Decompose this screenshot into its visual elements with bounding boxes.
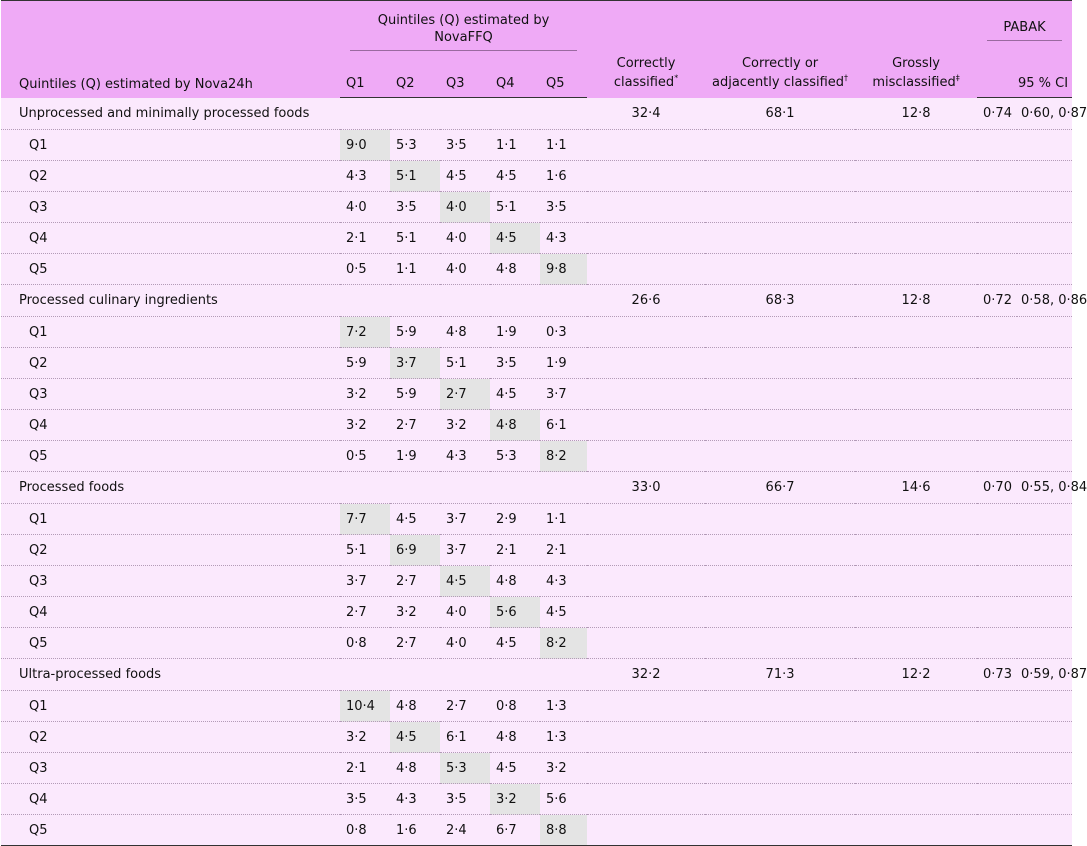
empty-cell: [1017, 628, 1072, 659]
row-quintile-label: Q3: [1, 566, 340, 597]
pabak-header: PABAK: [977, 1, 1072, 68]
diagonal-cell: 4·5: [390, 722, 440, 753]
diagonal-cell: 4·8: [490, 410, 540, 441]
category-row: [1, 285, 1072, 317]
empty-cell: [705, 254, 855, 285]
value-cell: 4·5: [540, 597, 587, 628]
row-quintile-label: Q4: [1, 784, 340, 815]
value-cell: 4·8: [440, 317, 490, 348]
value-cell: 3·2: [540, 753, 587, 784]
empty-cell: [705, 410, 855, 441]
empty-cell: [977, 254, 1017, 285]
value-cell: 0·3: [540, 317, 587, 348]
correctly-classified-header: Correctly classified*: [587, 1, 705, 98]
value-cell: 5·3: [490, 441, 540, 472]
diagonal-cell: 9·0: [340, 130, 390, 161]
table-row: [1, 504, 1072, 535]
empty-cell: [855, 597, 977, 628]
empty-cell: [587, 566, 705, 597]
empty-cell: [855, 192, 977, 223]
empty-cell: [705, 192, 855, 223]
value-cell: 1·6: [540, 161, 587, 192]
empty-cell: [705, 130, 855, 161]
grossly-misclassified-value: 14·6: [855, 472, 977, 504]
value-cell: 3·2: [390, 597, 440, 628]
table-row: [1, 597, 1072, 628]
value-cell: 5·9: [390, 317, 440, 348]
value-cell: 4·8: [490, 566, 540, 597]
value-cell: 4·3: [340, 161, 390, 192]
value-cell: 4·3: [540, 223, 587, 254]
adjacently-classified-value: 71·3: [705, 659, 855, 691]
pabak-ci-value: 0·60, 0·87: [1017, 98, 1072, 130]
value-cell: 0·5: [340, 441, 390, 472]
value-cell: 5·1: [440, 348, 490, 379]
value-cell: 3·2: [340, 379, 390, 410]
table-row: [1, 130, 1072, 161]
value-cell: 4·0: [440, 254, 490, 285]
empty-cell: [705, 691, 855, 722]
value-cell: 2·1: [340, 223, 390, 254]
table-row: [1, 192, 1072, 223]
value-cell: 6·1: [440, 722, 490, 753]
empty-cell: [587, 379, 705, 410]
value-cell: 2·7: [390, 628, 440, 659]
table-row: [1, 254, 1072, 285]
value-cell: 1·9: [540, 348, 587, 379]
empty-cell: [587, 348, 705, 379]
empty-cell: [977, 130, 1017, 161]
quintile-header-q2: Q2: [390, 67, 440, 98]
value-cell: 6·7: [490, 815, 540, 846]
table-row: [1, 722, 1072, 753]
diagonal-cell: 8·2: [540, 441, 587, 472]
grossly-misclassified-value: 12·2: [855, 659, 977, 691]
value-cell: 4·3: [390, 784, 440, 815]
row-quintile-label: Q3: [1, 753, 340, 784]
empty-cell: [587, 628, 705, 659]
value-cell: 2·7: [390, 410, 440, 441]
value-cell: 2·7: [390, 566, 440, 597]
empty-cell: [587, 441, 705, 472]
row-quintile-label: Q3: [1, 379, 340, 410]
diagonal-cell: 5·3: [440, 753, 490, 784]
value-cell: 3·2: [340, 722, 390, 753]
value-cell: 4·8: [390, 691, 440, 722]
table-row: [1, 161, 1072, 192]
value-cell: 1·1: [540, 504, 587, 535]
value-cell: 2·1: [540, 535, 587, 566]
empty-cell: [1017, 348, 1072, 379]
table-row: [1, 691, 1072, 722]
row-quintile-label: Q2: [1, 722, 340, 753]
quintile-header-q1: Q1: [340, 67, 390, 98]
pabak-ci-value: 0·55, 0·84: [1017, 472, 1072, 504]
row-quintile-label: Q5: [1, 254, 340, 285]
empty-cell: [587, 753, 705, 784]
diagonal-cell: 4·5: [440, 566, 490, 597]
empty-cell: [977, 535, 1017, 566]
row-quintile-label: Q3: [1, 192, 340, 223]
grossly-misclassified-value: 12·8: [855, 285, 977, 317]
diagonal-cell: 6·9: [390, 535, 440, 566]
diagonal-cell: 4·0: [440, 192, 490, 223]
empty-cell: [1017, 161, 1072, 192]
empty-cell: [587, 597, 705, 628]
row-quintile-label: Q5: [1, 815, 340, 846]
empty-cell: [855, 317, 977, 348]
empty-cell: [855, 691, 977, 722]
pabak-ci-value: 0·59, 0·87: [1017, 659, 1072, 691]
empty-cell: [705, 566, 855, 597]
quintile-header-q3: Q3: [440, 67, 490, 98]
empty-cell: [855, 753, 977, 784]
value-cell: 1·1: [540, 130, 587, 161]
value-cell: 1·9: [390, 441, 440, 472]
grossly-misclassified-value: 12·8: [855, 98, 977, 130]
value-cell: 4·3: [540, 566, 587, 597]
value-cell: 2·9: [490, 504, 540, 535]
empty-cell: [1017, 535, 1072, 566]
category-row: [1, 472, 1072, 504]
empty-cell: [977, 784, 1017, 815]
empty-cell: [587, 410, 705, 441]
empty-cell: [705, 504, 855, 535]
empty-cell: [855, 722, 977, 753]
empty-cell: [977, 348, 1017, 379]
empty-cell: [1017, 130, 1072, 161]
empty-cell: [977, 566, 1017, 597]
quintile-header-q4: Q4: [490, 67, 540, 98]
empty-cell: [855, 348, 977, 379]
empty-cell: [977, 223, 1017, 254]
empty-cell: [587, 504, 705, 535]
value-cell: 1·3: [540, 722, 587, 753]
row-quintile-label: Q5: [1, 628, 340, 659]
empty-cell: [1017, 815, 1072, 846]
table-row: [1, 223, 1072, 254]
value-cell: 0·8: [340, 815, 390, 846]
empty-cell: [1017, 441, 1072, 472]
empty-cell: [1017, 597, 1072, 628]
value-cell: 4·5: [490, 753, 540, 784]
empty-cell: [1017, 784, 1072, 815]
value-cell: 4·0: [340, 192, 390, 223]
empty-cell: [977, 753, 1017, 784]
grossly-misclassified-header: Grossly misclassified‡: [855, 1, 977, 98]
diagonal-cell: 7·2: [340, 317, 390, 348]
quintile-header-q5: Q5: [540, 67, 587, 98]
value-cell: 2·7: [340, 597, 390, 628]
value-cell: 2·7: [440, 691, 490, 722]
empty-cell: [977, 441, 1017, 472]
value-cell: 4·5: [490, 161, 540, 192]
empty-cell: [705, 161, 855, 192]
value-cell: 6·1: [540, 410, 587, 441]
value-cell: 3·5: [340, 784, 390, 815]
empty-cell: [587, 722, 705, 753]
table-row: [1, 566, 1072, 597]
empty-cell: [705, 535, 855, 566]
row-label-header: Quintiles (Q) estimated by Nova24h: [1, 1, 340, 98]
empty-cell: [587, 161, 705, 192]
correctly-classified-value: 32·2: [587, 659, 705, 691]
empty-cell: [1017, 192, 1072, 223]
value-cell: 4·5: [490, 379, 540, 410]
value-cell: 3·7: [340, 566, 390, 597]
table-row: [1, 753, 1072, 784]
table-row: [1, 784, 1072, 815]
empty-cell: [705, 597, 855, 628]
value-cell: 3·2: [440, 410, 490, 441]
empty-cell: [1017, 753, 1072, 784]
row-quintile-label: Q2: [1, 535, 340, 566]
table-row: [1, 348, 1072, 379]
empty-cell: [977, 691, 1017, 722]
adjacently-classified-value: 66·7: [705, 472, 855, 504]
empty-cell: [705, 753, 855, 784]
table-row: [1, 815, 1072, 846]
value-cell: 4·3: [440, 441, 490, 472]
empty-cell: [587, 130, 705, 161]
row-quintile-label: Q1: [1, 317, 340, 348]
adjacently-classified-value: 68·1: [705, 98, 855, 130]
ci-header: 95 % CI: [977, 67, 1072, 98]
value-cell: 4·8: [490, 722, 540, 753]
row-quintile-label: Q4: [1, 410, 340, 441]
pabak-value: 0·74: [977, 98, 1017, 130]
value-cell: 3·2: [340, 410, 390, 441]
value-cell: 4·8: [490, 254, 540, 285]
category-name: Unprocessed and minimally processed foods: [1, 98, 587, 130]
value-cell: 5·6: [540, 784, 587, 815]
value-cell: 3·5: [440, 130, 490, 161]
value-cell: 3·7: [440, 535, 490, 566]
diagonal-cell: 7·7: [340, 504, 390, 535]
value-cell: 3·5: [490, 348, 540, 379]
empty-cell: [855, 628, 977, 659]
table-row: [1, 410, 1072, 441]
empty-cell: [855, 379, 977, 410]
novaffq-group-header: Quintiles (Q) estimated by NovaFFQ: [340, 1, 587, 68]
value-cell: 4·5: [440, 161, 490, 192]
row-quintile-label: Q5: [1, 441, 340, 472]
empty-cell: [977, 161, 1017, 192]
empty-cell: [1017, 223, 1072, 254]
value-cell: 2·4: [440, 815, 490, 846]
value-cell: 4·8: [390, 753, 440, 784]
value-cell: 1·9: [490, 317, 540, 348]
category-row: [1, 659, 1072, 691]
adjacently-classified-value: 68·3: [705, 285, 855, 317]
diagonal-cell: 9·8: [540, 254, 587, 285]
empty-cell: [977, 722, 1017, 753]
value-cell: 4·5: [490, 628, 540, 659]
classification-table-page: [1, 0, 1087, 838]
empty-cell: [855, 441, 977, 472]
empty-cell: [977, 815, 1017, 846]
classification-table: [1, 0, 1087, 846]
correctly-classified-value: 33·0: [587, 472, 705, 504]
pabak-value: 0·73: [977, 659, 1017, 691]
pabak-value: 0·72: [977, 285, 1017, 317]
empty-cell: [705, 784, 855, 815]
row-quintile-label: Q2: [1, 348, 340, 379]
value-cell: 2·1: [490, 535, 540, 566]
category-name: Processed foods: [1, 472, 587, 504]
row-quintile-label: Q1: [1, 691, 340, 722]
value-cell: 1·3: [540, 691, 587, 722]
value-cell: 3·5: [540, 192, 587, 223]
value-cell: 3·7: [440, 504, 490, 535]
value-cell: 3·5: [390, 192, 440, 223]
empty-cell: [587, 254, 705, 285]
empty-cell: [977, 628, 1017, 659]
value-cell: 5·9: [340, 348, 390, 379]
correctly-classified-value: 26·6: [587, 285, 705, 317]
value-cell: 5·1: [390, 223, 440, 254]
empty-cell: [705, 628, 855, 659]
row-quintile-label: Q2: [1, 161, 340, 192]
empty-cell: [1017, 566, 1072, 597]
row-quintile-label: Q4: [1, 597, 340, 628]
empty-cell: [1017, 254, 1072, 285]
empty-cell: [705, 379, 855, 410]
empty-cell: [587, 192, 705, 223]
category-name: Processed culinary ingredients: [1, 285, 587, 317]
value-cell: 1·1: [490, 130, 540, 161]
diagonal-cell: 8·8: [540, 815, 587, 846]
value-cell: 0·8: [340, 628, 390, 659]
diagonal-cell: 8·2: [540, 628, 587, 659]
empty-cell: [705, 815, 855, 846]
empty-cell: [1017, 379, 1072, 410]
adjacently-classified-header: Correctly or adjacently classified†: [705, 1, 855, 98]
empty-cell: [855, 161, 977, 192]
value-cell: 0·8: [490, 691, 540, 722]
table-header: [1, 1, 1072, 98]
category-name: Ultra-processed foods: [1, 659, 587, 691]
value-cell: 5·1: [490, 192, 540, 223]
empty-cell: [977, 317, 1017, 348]
value-cell: 1·6: [390, 815, 440, 846]
empty-cell: [855, 815, 977, 846]
empty-cell: [855, 784, 977, 815]
table-row: [1, 441, 1072, 472]
value-cell: 3·5: [440, 784, 490, 815]
empty-cell: [1017, 504, 1072, 535]
empty-cell: [855, 504, 977, 535]
empty-cell: [587, 815, 705, 846]
diagonal-cell: 5·1: [390, 161, 440, 192]
value-cell: 4·5: [390, 504, 440, 535]
diagonal-cell: 3·2: [490, 784, 540, 815]
table-row: [1, 317, 1072, 348]
empty-cell: [977, 192, 1017, 223]
empty-cell: [587, 691, 705, 722]
correctly-classified-value: 32·4: [587, 98, 705, 130]
value-cell: 3·7: [540, 379, 587, 410]
row-quintile-label: Q1: [1, 130, 340, 161]
table-row: [1, 628, 1072, 659]
empty-cell: [855, 410, 977, 441]
empty-cell: [705, 223, 855, 254]
pabak-value: 0·70: [977, 472, 1017, 504]
table-body: [1, 98, 1087, 846]
row-quintile-label: Q1: [1, 504, 340, 535]
empty-cell: [705, 317, 855, 348]
row-quintile-label: Q4: [1, 223, 340, 254]
category-row: [1, 98, 1072, 130]
empty-cell: [705, 722, 855, 753]
value-cell: 0·5: [340, 254, 390, 285]
value-cell: 4·0: [440, 223, 490, 254]
empty-cell: [855, 130, 977, 161]
empty-cell: [587, 223, 705, 254]
diagonal-cell: 5·6: [490, 597, 540, 628]
empty-cell: [977, 504, 1017, 535]
empty-cell: [855, 566, 977, 597]
empty-cell: [855, 223, 977, 254]
empty-cell: [1017, 722, 1072, 753]
empty-cell: [977, 410, 1017, 441]
empty-cell: [977, 597, 1017, 628]
empty-cell: [587, 317, 705, 348]
value-cell: 4·0: [440, 597, 490, 628]
empty-cell: [705, 348, 855, 379]
diagonal-cell: 2·7: [440, 379, 490, 410]
empty-cell: [1017, 410, 1072, 441]
value-cell: 1·1: [390, 254, 440, 285]
value-cell: 2·1: [340, 753, 390, 784]
diagonal-cell: 10·4: [340, 691, 390, 722]
diagonal-cell: 4·5: [490, 223, 540, 254]
pabak-ci-value: 0·58, 0·86: [1017, 285, 1072, 317]
value-cell: 4·0: [440, 628, 490, 659]
empty-cell: [855, 535, 977, 566]
table-row: [1, 535, 1072, 566]
empty-cell: [977, 379, 1017, 410]
empty-cell: [855, 254, 977, 285]
empty-cell: [705, 441, 855, 472]
empty-cell: [1017, 317, 1072, 348]
value-cell: 5·9: [390, 379, 440, 410]
diagonal-cell: 3·7: [390, 348, 440, 379]
value-cell: 5·3: [390, 130, 440, 161]
value-cell: 5·1: [340, 535, 390, 566]
empty-cell: [587, 535, 705, 566]
table-row: [1, 379, 1072, 410]
empty-cell: [587, 784, 705, 815]
empty-cell: [1017, 691, 1072, 722]
